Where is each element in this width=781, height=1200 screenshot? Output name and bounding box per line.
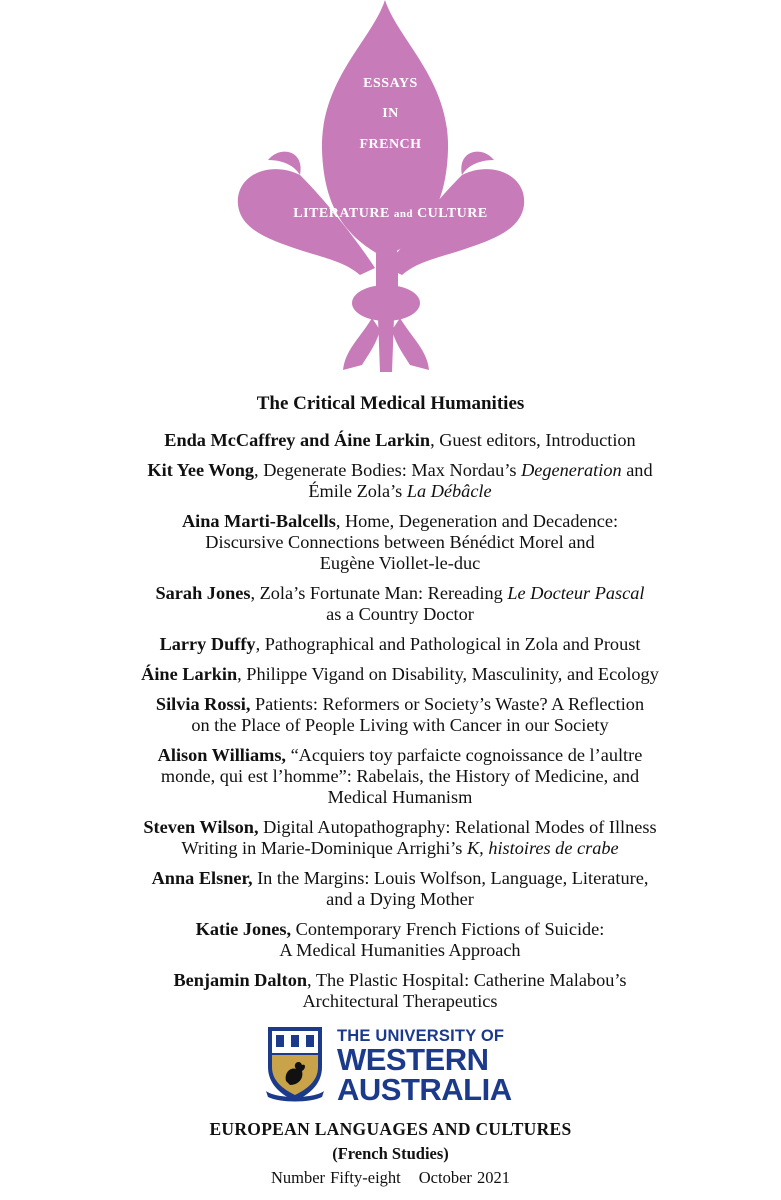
- table-of-contents: [60, 430, 740, 1021]
- university-name-line2: WESTERN: [337, 1042, 489, 1077]
- contents-entry: Larry Duffy, Pathographical and Pathological in Zola and Proust: [159, 634, 641, 654]
- contents-entry: Alison Williams, “Acquiers toy parfaicte cognoissance de l’aultre monde, qui est l’homme”: Rabelais, the History of Medicine, and Medical Humanism: [157, 745, 643, 807]
- issue-date: October 2021: [418, 1168, 511, 1187]
- university-logo: [262, 1023, 522, 1107]
- university-name-line3: AUSTRALIA: [337, 1072, 512, 1107]
- contents-entry: Katie Jones, Contemporary French Fictions of Suicide: A Medical Humanities Approach: [195, 919, 605, 960]
- contents-entry: Kit Yee Wong, Degenerate Bodies: Max Nordau’s Degeneration and Émile Zola’s La Débâcle: [147, 460, 653, 501]
- issue-number: Number Fifty-eight: [270, 1168, 401, 1187]
- emblem-line-essays: ESSAYS: [363, 76, 418, 91]
- contents-entry: Áine Larkin, Philippe Vigand on Disability, Masculinity, and Ecology: [141, 664, 659, 684]
- issue-number-date: [0, 1168, 781, 1188]
- emblem-line-in: IN: [382, 106, 399, 121]
- contents-entry: Silvia Rossi, Patients: Reformers or Society’s Waste? A Reflection on the Place of People Living with Cancer in our Society: [155, 694, 645, 735]
- emblem-line-literature-culture: LITERATURE and CULTURE: [293, 206, 488, 221]
- contents-entry: Benjamin Dalton, The Plastic Hospital: Catherine Malabou’s Architectural Therapeutics: [173, 970, 627, 1011]
- contents-entry: Aina Marti-Balcells, Home, Degeneration and Decadence: Discursive Connections between Bénédict Morel and Eugène Viollet-le-duc: [181, 511, 619, 573]
- university-crest-icon: [262, 1023, 328, 1103]
- emblem-line-french: FRENCH: [359, 137, 422, 152]
- contents-entry: Sarah Jones, Zola’s Fortunate Man: Rereading Le Docteur Pascal as a Country Doctor: [155, 583, 645, 624]
- fleur-de-lis-emblem: [0, 0, 781, 380]
- department-subtitle: (French Studies): [332, 1144, 449, 1163]
- contents-entry: Anna Elsner, In the Margins: Louis Wolfson, Language, Literature, and a Dying Mother: [151, 868, 649, 909]
- university-name-line1: THE UNIVERSITY OF: [337, 1027, 505, 1045]
- contents-entry: Steven Wilson, Digital Autopathography: Relational Modes of Illness Writing in Marie-Dominique Arrighi’s K, histoires de crabe: [143, 817, 657, 858]
- department-name: EUROPEAN LANGUAGES AND CULTURES: [209, 1119, 572, 1139]
- issue-title: The Critical Medical Humanities: [256, 393, 525, 414]
- contents-entry: Enda McCaffrey and Áine Larkin, Guest editors, Introduction: [164, 430, 636, 450]
